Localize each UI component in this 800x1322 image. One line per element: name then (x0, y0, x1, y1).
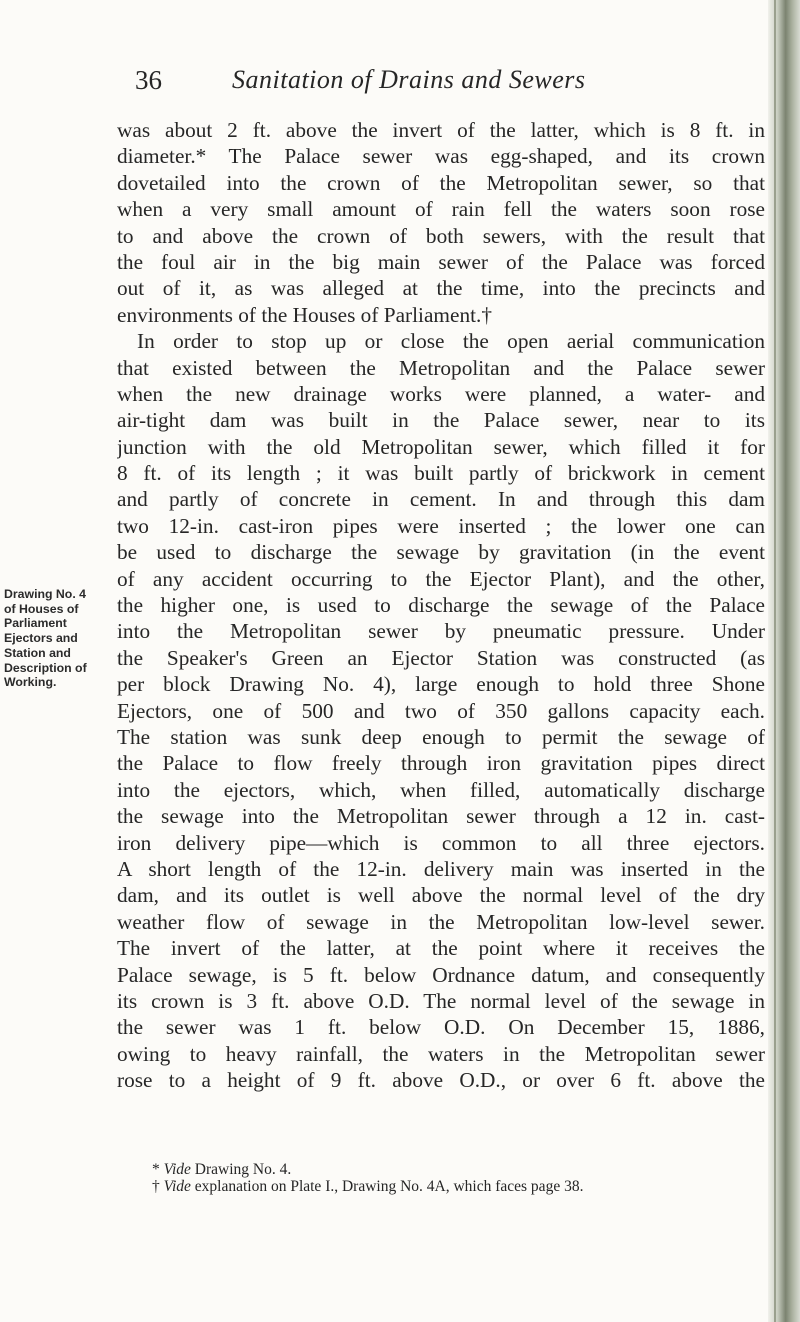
text-line: of any accident occurring to the Ejector Plant), and the other, (117, 566, 765, 591)
text-line: dovetailed into the crown of the Metropolitan sewer, so that (117, 170, 765, 195)
footnote-2 (152, 1178, 752, 1195)
text-line: out of it, as was alleged at the time, into the precincts and (117, 276, 765, 301)
text-line: was about 2 ft. above the invert of the latter, which is 8 ft. in (117, 118, 765, 142)
page-number: 36 (135, 65, 162, 95)
text-line: In order to stop up or close the open aerial communication (137, 329, 765, 354)
page-header (135, 60, 755, 100)
text-line: dam, and its outlet is well above the normal level of the dry (117, 883, 765, 908)
scan-edge-shadow (768, 0, 800, 1322)
margin-note-line: Parliament (4, 616, 67, 631)
text-line: The invert of the latter, at the point where it receives the (117, 936, 765, 961)
text-line: the sewer was 1 ft. below O.D. On December 15, 1886, (117, 1015, 765, 1040)
text-line: its crown is 3 ft. above O.D. The normal level of the sewage in (117, 988, 765, 1013)
text-line: iron delivery pipe—which is common to all three ejectors. (117, 830, 765, 855)
text-line: owing to heavy rainfall, the waters in the Metropolitan sewer (117, 1041, 765, 1066)
text-line: be used to discharge the sewage by gravitation (in the event (117, 540, 765, 565)
margin-note-line: Drawing No. 4 (4, 587, 86, 601)
footnote-vide: Vide (163, 1178, 191, 1195)
text-line: weather flow of sewage in the Metropolitan low-level sewer. (117, 909, 765, 934)
text-line: junction with the old Metropolitan sewer, which filled it for (117, 434, 765, 459)
text-line: that existed between the Metropolitan and the Palace sewer (117, 355, 765, 380)
text-line: and partly of concrete in cement. In and through this dam (117, 487, 765, 512)
footnote-text: explanation on Plate I., Drawing No. 4A, which faces page 38. (190, 1178, 584, 1195)
margin-note (4, 587, 116, 690)
text-line: Palace sewage, is 5 ft. below Ordnance datum, and consequently (117, 962, 765, 987)
text-line: to and above the crown of both sewers, with the result that (117, 223, 765, 248)
footnote-1 (152, 1161, 752, 1178)
footnote-marker: † (152, 1178, 164, 1195)
text-line: the foul air in the big main sewer of the Palace was forced (117, 249, 765, 274)
text-line: rose to a height of 9 ft. above O.D., or over 6 ft. above the (117, 1068, 765, 1093)
footnote-vide: Vide (163, 1161, 191, 1178)
text-line: two 12-in. cast-iron pipes were inserted ; the lower one can (117, 513, 765, 538)
margin-note-line: Working. (4, 675, 57, 690)
text-line: into the ejectors, which, when filled, automatically discharge (117, 777, 765, 802)
text-line: the sewage into the Metropolitan sewer through a 12 in. cast- (117, 804, 765, 829)
text-line: The station was sunk deep enough to permit the sewage of (117, 724, 765, 749)
text-line: into the Metropolitan sewer by pneumatic pressure. Under (117, 619, 765, 644)
text-line: Ejectors, one of 500 and two of 350 gallons capacity each. (117, 698, 765, 723)
margin-note-line: Description of (4, 660, 87, 675)
footnote-marker: * (152, 1161, 164, 1178)
text-line: per block Drawing No. 4), large enough to hold three Shone (117, 672, 765, 697)
footnotes (152, 1161, 752, 1195)
text-line: A short length of the 12-in. delivery main was inserted in the (117, 856, 765, 881)
body-text (117, 117, 765, 1093)
text-line: the Speaker's Green an Ejector Station was constructed (as (117, 645, 765, 670)
text-line: when a very small amount of rain fell the waters soon rose (117, 197, 765, 222)
footnote-text: Drawing No. 4. (190, 1161, 292, 1178)
text-line: air-tight dam was built in the Palace sewer, near to its (117, 408, 765, 433)
text-line: when the new drainage works were planned, a water- and (117, 381, 765, 406)
text-line: the higher one, is used to discharge the sewage of the Palace (117, 593, 765, 618)
margin-note-line: Station and (4, 645, 71, 660)
text-line: environments of the Houses of Parliament.† (117, 302, 492, 327)
text-line: 8 ft. of its length ; it was built partly of brickwork in cement (117, 461, 765, 486)
margin-note-line: of Houses of (4, 601, 79, 616)
margin-note-line: Ejectors and (4, 631, 78, 646)
running-title: Sanitation of Drains and Sewers (232, 65, 586, 94)
text-line: the Palace to flow freely through iron gravitation pipes direct (117, 751, 765, 776)
text-line: diameter.* The Palace sewer was egg-shaped, and its crown (117, 144, 765, 169)
